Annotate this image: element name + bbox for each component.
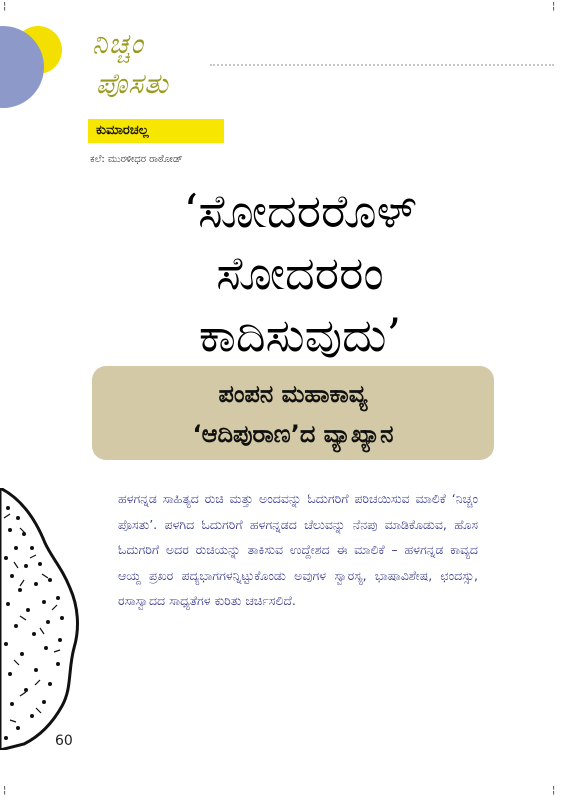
- subtitle-box: [92, 366, 494, 460]
- page-title: [70, 180, 530, 366]
- logo-line-2: ಪೊಸತು: [96, 67, 169, 100]
- title-line-1: ‘ಸೋದರರೊಳ್: [183, 184, 417, 238]
- decorative-pattern-icon: [0, 488, 92, 750]
- title-line-2: ಸೋದರರಂ: [216, 246, 384, 300]
- subtitle-line-1: ಪಂಪನ ಮಹಾಕಾವ್ಯ: [218, 380, 368, 408]
- intro-paragraph: [118, 486, 478, 614]
- series-logo: [92, 24, 212, 110]
- title-line-3: ಕಾದಿಸುವುದು’: [198, 308, 402, 362]
- crop-mark: ¦: [552, 785, 556, 796]
- decorative-circles: [0, 0, 70, 120]
- crop-mark: ¦: [3, 785, 7, 796]
- logo-line-1: ನಿಚ್ಚಂ: [92, 27, 144, 60]
- illustration-credit: ಕಲೆ: ಮುರಳೀಧರ ರಾಠೋಡ್: [90, 154, 183, 165]
- subtitle-line-2: ‘ಆದಿಪುರಾಣ’ದ ವ್ಯಾಖ್ಯಾನ: [192, 420, 394, 448]
- crop-mark: ¦: [3, 1, 7, 12]
- intro-text: ಹಳಗನ್ನಡ ಸಾಹಿತ್ಯದ ರುಚಿ ಮತ್ತು ಅಂದವನ್ನು ಓದುಗರಿಗೆ ಪರಿಚಯಿಸುವ ಮಾಲಿಕೆ ‘ನಿಚ್ಚಂ ಪೊಸತು’. ಪಳಗಿದ ಓದುಗರಿಗೆ ಹಳಗನ್ನಡದ ಚೆಲುವನ್ನು ನೆನಪು ಮಾಡಿಕೊಡುವ, ಹೊಸ ಓದುಗರಿಗೆ ಅದರ ರುಚಿಯನ್ನು ತಾಕಿಸುವ ಉದ್ದೇಶದ ಈ ಮಾಲಿಕೆ – ಹಳಗನ್ನಡ ಕಾವ್ಯದ ಆಯ್ದ ಪ್ರಖರ ಪದ್ಯಭಾಗಗಳನ್ನಿಟ್ಟುಕೊಂಡು ಅವುಗಳ ಸ್ವಾರಸ್ಯ, ಭಾಷಾವಿಶೇಷ, ಛಂದಸ್ಸು, ರಸಾಸ್ವಾದದ ಸಾಧ್ಯತೆಗಳ ಕುರಿತು ಚರ್ಚಿಸಲಿದೆ.: [118, 491, 478, 608]
- crop-mark: ¦: [552, 1, 556, 12]
- page-number: 60: [55, 733, 73, 749]
- dotted-divider: [210, 64, 554, 66]
- section-tag: ಕುಮಾರಚಲ್ಲ: [88, 119, 224, 143]
